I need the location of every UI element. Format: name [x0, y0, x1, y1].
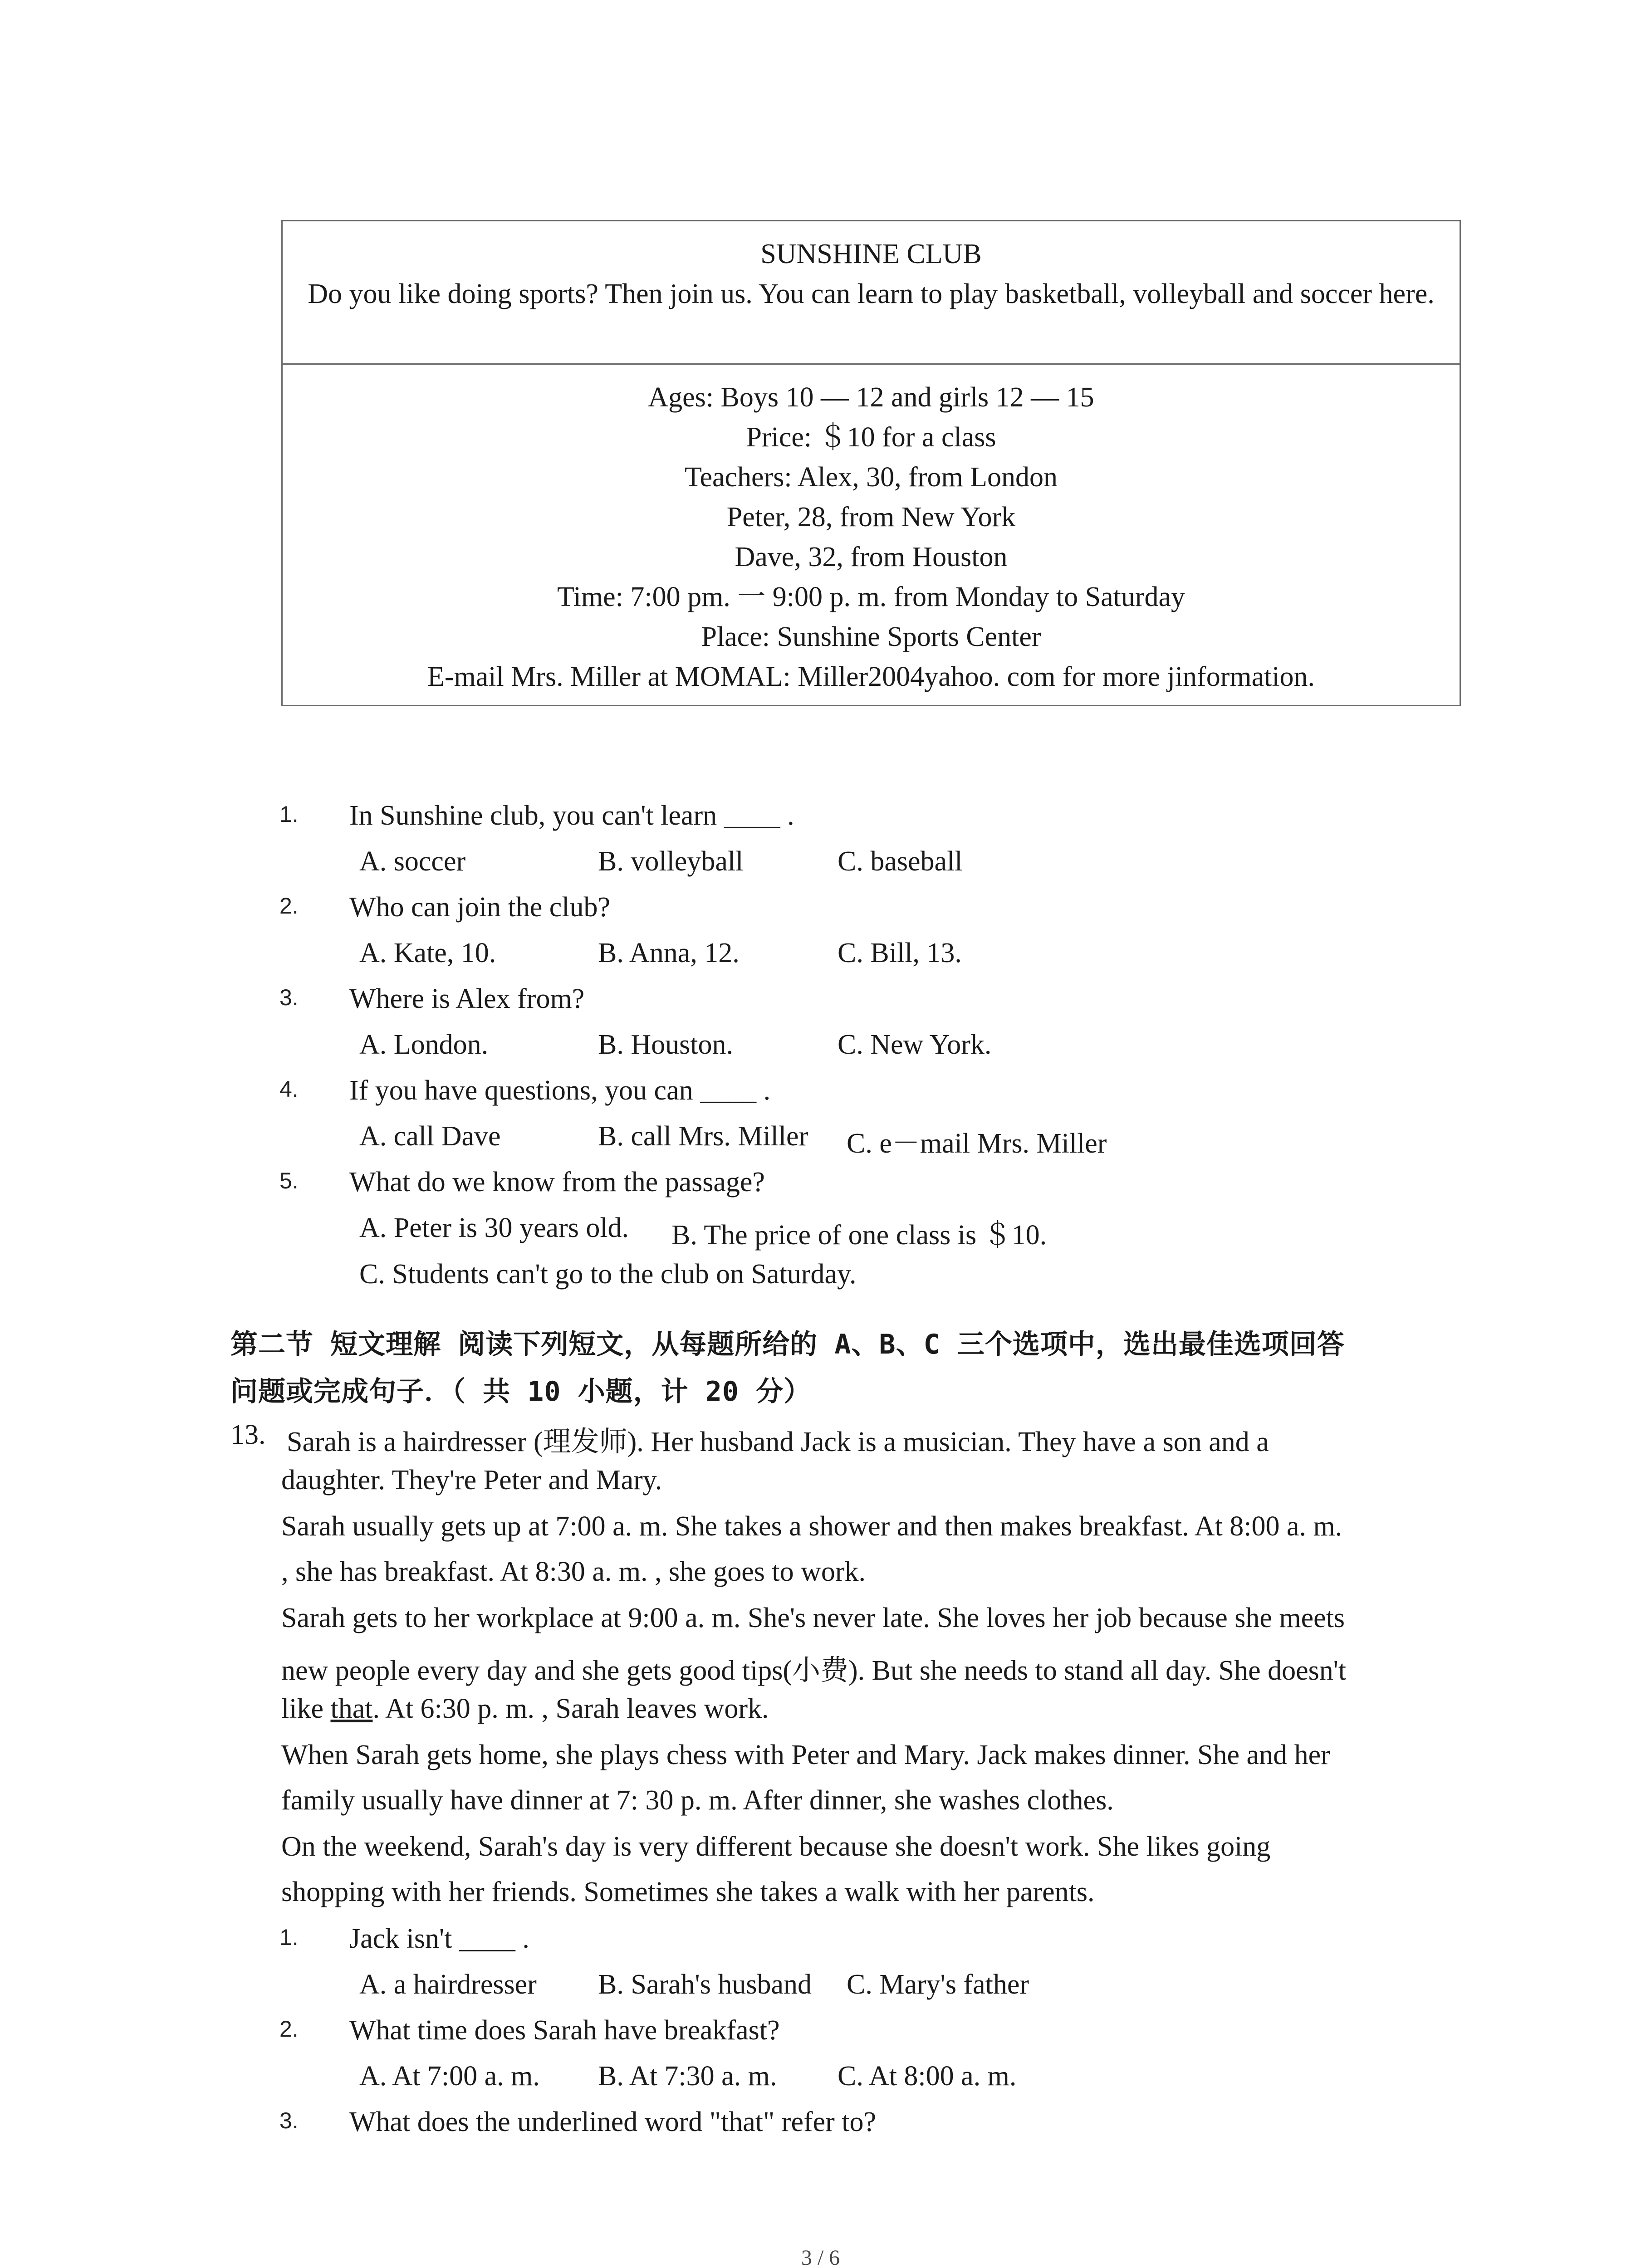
underlined-word: that: [330, 1693, 373, 1724]
option-b: B. At 7:30 a. m.: [598, 2061, 777, 2092]
question-text: Jack isn't ____ .: [349, 1923, 529, 1954]
option-a: A. At 7:00 a. m.: [359, 2061, 540, 2092]
passage-line: Sarah usually gets up at 7:00 a. m. She takes a shower and then makes breakfast. At 8:00 a. m.: [281, 1511, 1342, 1542]
passage-line: daughter. They're Peter and Mary.: [281, 1465, 662, 1496]
option-a: A. London.: [359, 1029, 489, 1060]
option-c: C. At 8:00 a. m.: [838, 2061, 1017, 2092]
section-heading-line1: 第二节 短文理解 阅读下列短文，从每题所给的 A、B、C 三个选项中，选出最佳选项回答: [230, 1329, 1345, 1360]
option-b: B. call Mrs. Miller: [598, 1121, 808, 1152]
question-text: What does the underlined word "that" refer to?: [349, 2107, 877, 2137]
passage-line: Sarah is a hairdresser (理发师). Her husband Jack is a musician. They have a son and a: [287, 1427, 1269, 1457]
option-a: A. soccer: [359, 846, 466, 877]
option-a: A. call Dave: [359, 1121, 501, 1152]
club-intro: Do you like doing sports? Then join us. You can learn to play basketball, volleyball and soccer here.: [308, 279, 1435, 309]
section-heading-line2: 问题或完成句子．（ 共 10 小题，计 20 分）: [230, 1376, 812, 1408]
question-text: What do we know from the passage?: [349, 1167, 765, 1198]
question-text: If you have questions, you can ____ .: [349, 1075, 771, 1106]
question-text: Where is Alex from?: [349, 983, 585, 1014]
passage-line: Sarah gets to her workplace at 9:00 a. m. She's never late. She loves her job because she meets: [281, 1603, 1345, 1633]
club-teacher-alex: Teachers: Alex, 30, from London: [684, 462, 1058, 493]
question-text: Who can join the club?: [349, 892, 611, 923]
club-teacher-peter: Peter, 28, from New York: [726, 502, 1016, 533]
question-number: 5.: [279, 1168, 299, 1193]
question-number: 2.: [279, 2016, 299, 2042]
option-a: A. Kate, 10.: [359, 938, 496, 968]
option-c: C. Bill, 13.: [838, 938, 962, 968]
option-c: C. New York.: [838, 1029, 992, 1060]
club-ages: Ages: Boys 10 — 12 and girls 12 — 15: [648, 382, 1094, 413]
passage-line-suffix: . At 6:30 p. m. , Sarah leaves work.: [372, 1693, 769, 1724]
passage-line-prefix: like: [281, 1693, 331, 1724]
question-number: 2.: [279, 893, 299, 919]
option-c: C. baseball: [838, 846, 963, 877]
question-number: 3.: [279, 985, 299, 1010]
question-number: 4.: [279, 1076, 299, 1102]
question-number: 3.: [279, 2108, 299, 2133]
passage-line: new people every day and she gets good tips(小费). But she needs to stand all day. She doesn't: [281, 1655, 1347, 1686]
option-b: B. Anna, 12.: [598, 938, 740, 968]
club-teacher-dave: Dave, 32, from Houston: [735, 542, 1008, 572]
option-b: B. Houston.: [598, 1029, 733, 1060]
question-text: What time does Sarah have breakfast?: [349, 2015, 780, 2046]
question-text: In Sunshine club, you can't learn ____ .: [349, 800, 794, 831]
passage-line: When Sarah gets home, she plays chess with Peter and Mary. Jack makes dinner. She and her: [281, 1740, 1330, 1770]
club-time: Time: 7:00 pm. 一 9:00 p. m. from Monday to Saturday: [557, 582, 1185, 612]
passage-line: shopping with her friends. Sometimes she takes a walk with her parents.: [281, 1877, 1095, 1907]
option-a: A. Peter is 30 years old.: [359, 1212, 629, 1243]
club-title: SUNSHINE CLUB: [760, 239, 982, 269]
option-b: B. The price of one class is ＄10.: [671, 1220, 1047, 1251]
club-header: [283, 221, 1460, 365]
passage-number: 13.: [230, 1419, 266, 1450]
question-number: 1.: [279, 802, 299, 827]
option-c: C. e－mail Mrs. Miller: [847, 1128, 1107, 1159]
option-b: B. Sarah's husband: [598, 1969, 812, 2000]
club-info-box: [281, 220, 1461, 706]
club-details: [283, 365, 1460, 705]
passage-line: On the weekend, Sarah's day is very different because she doesn't work. She likes going: [281, 1831, 1271, 1862]
question-number: 1.: [279, 1925, 299, 1950]
passage-line: , she has breakfast. At 8:30 a. m. , she goes to work.: [281, 1556, 866, 1587]
page-number: 3 / 6: [801, 2246, 840, 2268]
club-place: Place: Sunshine Sports Center: [701, 621, 1041, 652]
option-b: B. volleyball: [598, 846, 744, 877]
option-c: C. Students can't go to the club on Saturday.: [359, 1259, 857, 1290]
option-a: A. a hairdresser: [359, 1969, 537, 2000]
club-price: Price: ＄10 for a class: [746, 422, 996, 453]
club-email: E-mail Mrs. Miller at MOMAL: Miller2004yahoo. com for more jinformation.: [427, 661, 1315, 692]
passage-line: family usually have dinner at 7: 30 p. m. After dinner, she washes clothes.: [281, 1785, 1114, 1816]
passage-line: [281, 1693, 769, 1725]
option-c: C. Mary's father: [847, 1969, 1029, 2000]
